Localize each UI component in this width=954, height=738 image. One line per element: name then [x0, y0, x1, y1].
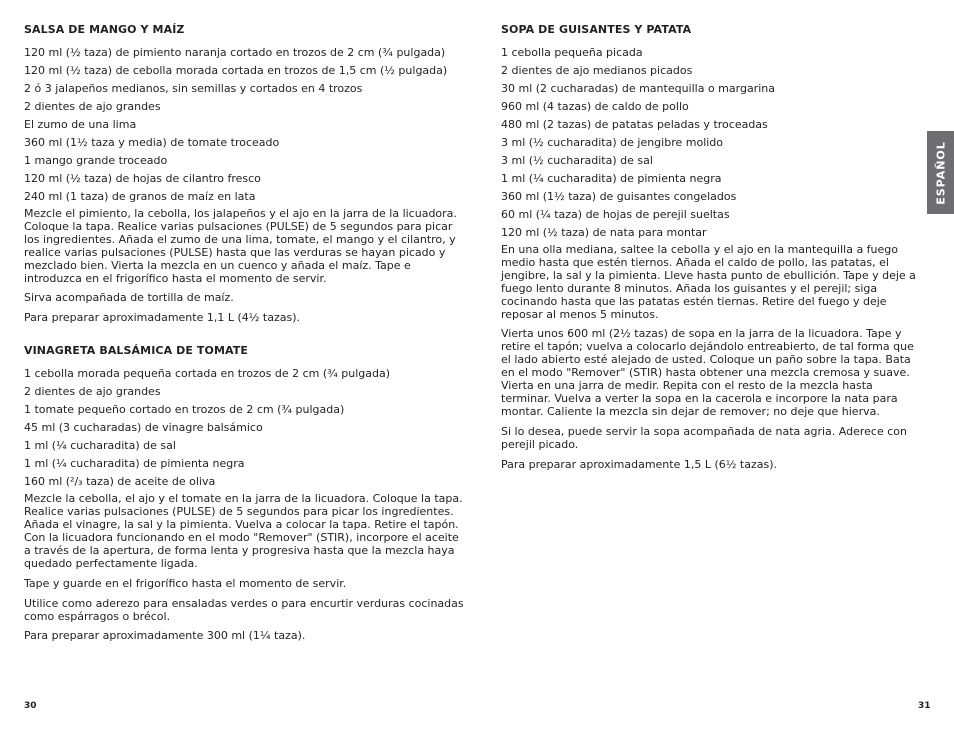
ingredient-list [24, 46, 464, 204]
yield-note: Para preparar aproximadamente 1,5 L (6½ tazas). [501, 457, 777, 471]
ingredient-item: 160 ml (²/₃ taza) de aceite de oliva [24, 475, 216, 489]
ingredient-item: 1 ml (¼ cucharadita) de sal [24, 439, 176, 453]
ingredient-item: 45 ml (3 cucharadas) de vinagre balsámico [24, 421, 263, 435]
ingredient-item: 1 ml (¼ cucharadita) de pimienta negra [24, 457, 245, 471]
ingredient-item: 120 ml (½ taza) de cebolla morada cortada en trozos de 1,5 cm (½ pulgada) [24, 64, 448, 77]
ingredient-item: 480 ml (2 tazas) de patatas peladas y troceadas [501, 118, 768, 131]
ingredient-item: El zumo de una lima [24, 118, 137, 131]
ingredient-item: 240 ml (1 taza) de granos de maíz en lata [24, 190, 256, 203]
ingredient-item: 30 ml (2 cucharadas) de mantequilla o margarina [501, 82, 775, 95]
language-label: ESPAÑOL [934, 140, 947, 205]
recipe-title: SOPA DE GUISANTES Y PATATA [501, 23, 692, 36]
instructions-paragraph: Mezcle la cebolla, el ajo y el tomate en la jarra de la licuadora. Coloque la tapa. Realice varias pulsaciones (PULSE) de 5 segundos para picar los ingredientes. Añada el vinagre, la sal y la pimienta. Vuelva a colocar la tapa. Retire el tapón. Con la licuadora funcionando en el modo "Remover" (STIR), incorpore el aceite a través de la apertura, de forma lenta y progresiva hasta que la mezcla haya quedado perfectamente ligada. [24, 492, 463, 570]
recipe-pea-potato-soup [501, 23, 921, 472]
page-number-left: 30 [24, 701, 37, 711]
ingredient-item: 3 ml (½ cucharadita) de sal [501, 154, 653, 167]
ingredient-item: 1 cebolla morada pequeña cortada en trozos de 2 cm (¾ pulgada) [24, 367, 391, 381]
ingredient-list [501, 46, 921, 240]
recipe-balsamic-tomato-vinaigrette [24, 344, 464, 643]
storage-note: Tape y guarde en el frigorífico hasta el momento de servir. [24, 576, 347, 590]
language-side-tab [927, 131, 954, 214]
recipe-title: SALSA DE MANGO Y MAÍZ [24, 23, 185, 36]
ingredient-item: 2 dientes de ajo grandes [24, 385, 161, 399]
ingredient-item: 1 cebolla pequeña picada [501, 46, 643, 59]
page-number-right: 31 [918, 701, 931, 711]
ingredient-item: 120 ml (½ taza) de nata para montar [501, 226, 707, 239]
ingredient-item: 3 ml (½ cucharadita) de jengibre molido [501, 136, 724, 149]
instructions-paragraph: Vierta unos 600 ml (2½ tazas) de sopa en la jarra de la licuadora. Tape y retire el tapón; vuelva a colocarlo dejándolo entreabierto, de tal forma que el lado abierto esté alejado de usted. Coloque un paño sobre la tapa. Bata en el modo "Remover" (STIR) hasta obtener una mezcla cremosa y suave. Vierta en una jarra de medir. Repita con el resto de la mezcla hasta terminar. Vuelva a verter la sopa en la cacerola e incorpore la nata para montar. Caliente la mezcla sin dejar de remover; no deje que hierva. [501, 327, 914, 418]
ingredient-item: 2 dientes de ajo medianos picados [501, 64, 693, 77]
recipe-mango-corn-salsa [24, 23, 464, 325]
ingredient-item: 1 mango grande troceado [24, 154, 168, 167]
ingredient-item: 120 ml (½ taza) de hojas de cilantro fresco [24, 172, 261, 185]
serving-note: Si lo desea, puede servir la sopa acompañada de nata agria. Aderece con perejil picado. [501, 424, 907, 451]
instructions-paragraph: En una olla mediana, saltee la cebolla y el ajo en la mantequilla a fuego medio hasta que estén tiernos. Añada el caldo de pollo, las patatas, el jengibre, la sal y la pimienta. Lleve hasta punto de ebullición. Tape y deje a fuego lento durante 8 minutos. Añada los guisantes y el perejil; siga cocinando hasta que las patatas estén tiernas. Retire del fuego y deje reposar al menos 5 minutos. [501, 243, 916, 321]
yield-note: Para preparar aproximadamente 300 ml (1¼ taza). [24, 629, 306, 643]
ingredient-list [24, 367, 464, 489]
ingredient-item: 1 tomate pequeño cortado en trozos de 2 cm (¾ pulgada) [24, 403, 345, 417]
serving-note: Sirva acompañada de tortilla de maíz. [24, 291, 234, 305]
instructions-paragraph: Mezcle el pimiento, la cebolla, los jalapeños y el ajo en la jarra de la licuadora. Coloque la tapa. Realice varias pulsaciones (PULSE) de 5 segundos para picar los ingredientes. Añada el zumo de una lima, tomate, el mango y el cilantro, y realice varias pulsaciones (PULSE) hasta que las verduras se hayan picado y mezclado bien. Vierta la mezcla en un cuenco y añada el maíz. Tape e introduzca en el frigorífico hasta el momento de servir. [24, 207, 457, 285]
ingredient-item: 2 ó 3 jalapeños medianos, sin semillas y cortados en 4 trozos [24, 82, 363, 95]
ingredient-item: 120 ml (½ taza) de pimiento naranja cortado en trozos de 2 cm (¾ pulgada) [24, 46, 446, 59]
ingredient-item: 360 ml (1½ taza) de guisantes congelados [501, 190, 737, 203]
ingredient-item: 2 dientes de ajo grandes [24, 100, 161, 113]
ingredient-item: 960 ml (4 tazas) de caldo de pollo [501, 100, 689, 113]
usage-note: Utilice como aderezo para ensaladas verdes o para encurtir verduras cocinadas como espárragos o brécol. [24, 596, 464, 623]
ingredient-item: 360 ml (1½ taza y media) de tomate troceado [24, 136, 280, 149]
yield-note: Para preparar aproximadamente 1,1 L (4½ tazas). [24, 311, 300, 325]
ingredient-item: 60 ml (¼ taza) de hojas de perejil sueltas [501, 208, 730, 221]
recipe-title: VINAGRETA BALSÁMICA DE TOMATE [24, 344, 248, 358]
right-page-column [501, 23, 921, 479]
left-page-column [24, 23, 464, 650]
ingredient-item: 1 ml (¼ cucharadita) de pimienta negra [501, 172, 722, 185]
